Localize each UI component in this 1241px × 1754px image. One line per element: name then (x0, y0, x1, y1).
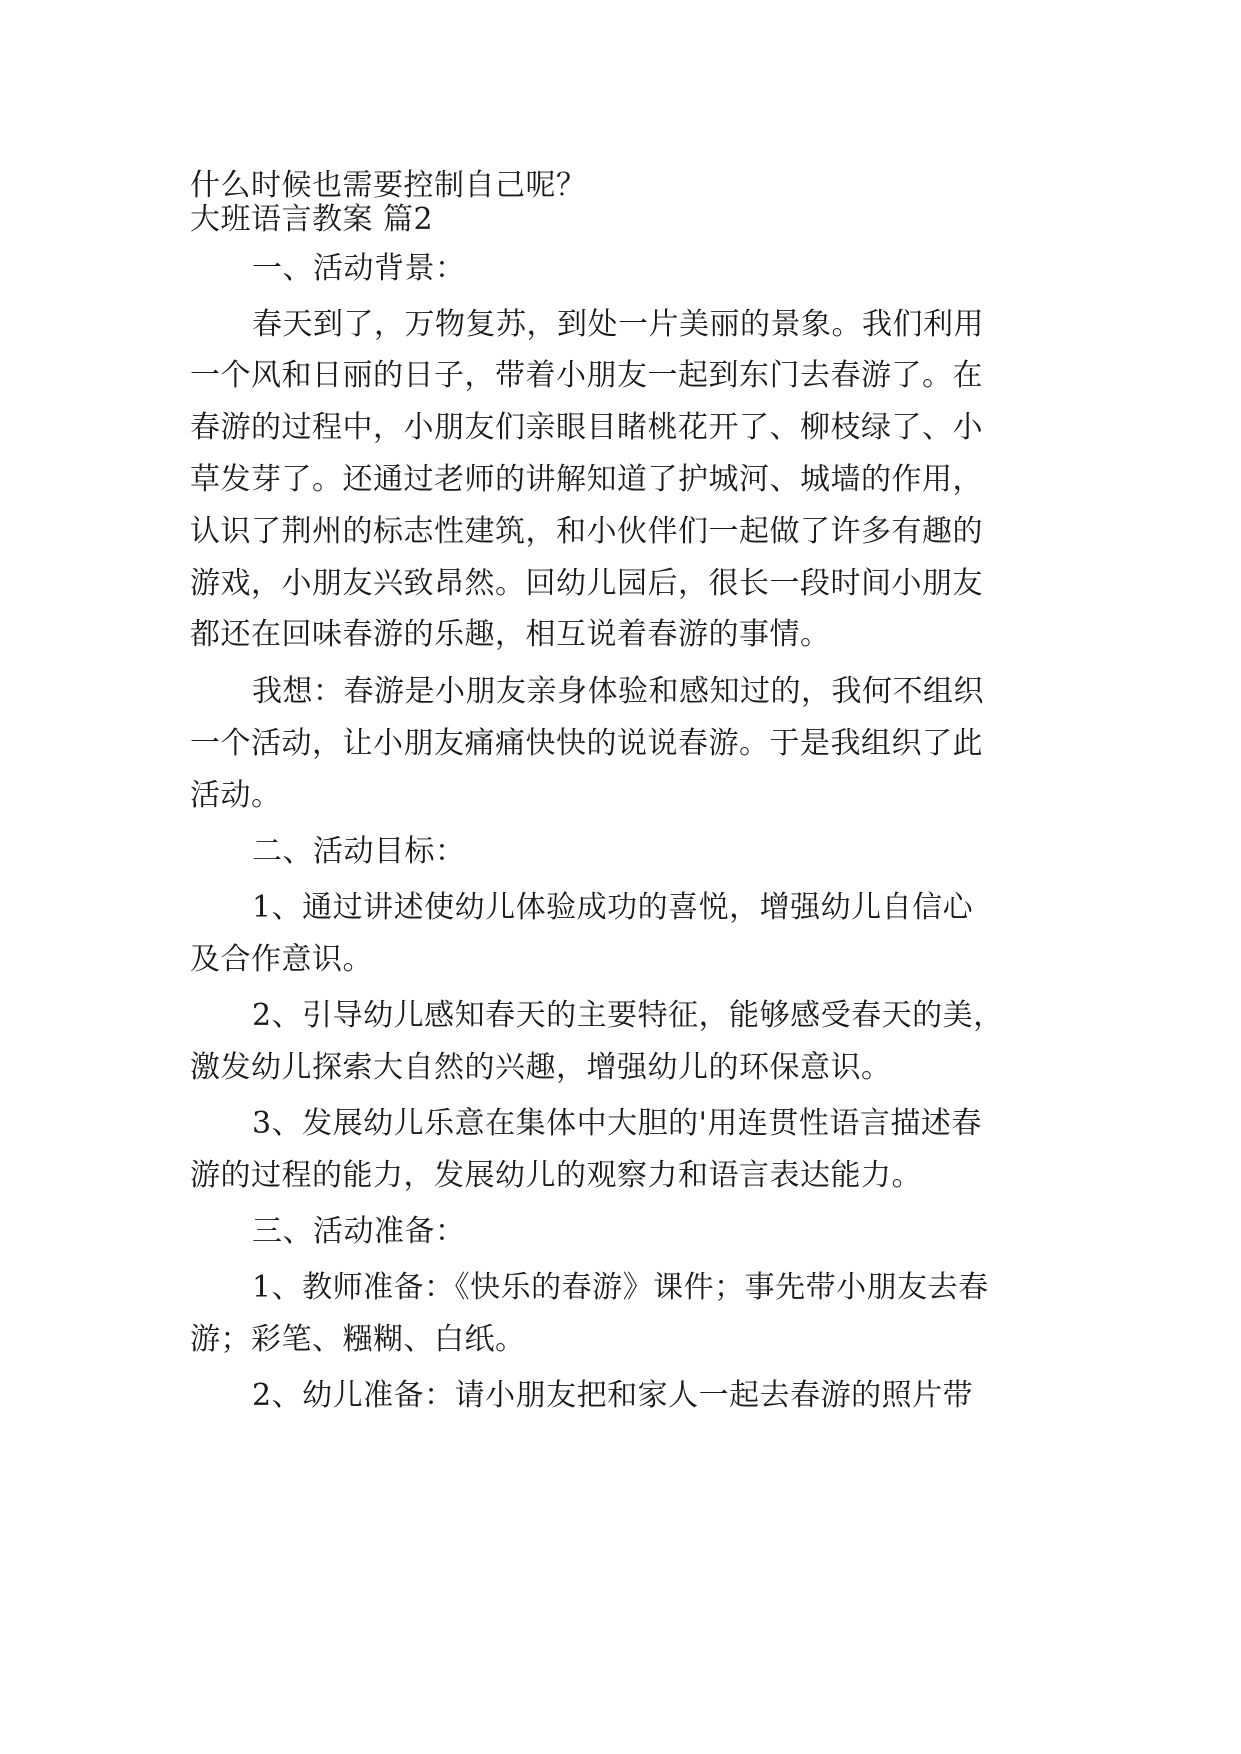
paragraph-line: 2、引导幼儿感知春天的主要特征，能够感受春天的美， (252, 998, 1004, 1033)
subheading: 三、活动准备： (252, 1214, 466, 1249)
paragraph-line: 1、教师准备：《快乐的春游》课件；事先带小朋友去春 (252, 1270, 989, 1305)
paragraph-line: 游的过程的能力，发展幼儿的观察力和语言表达能力。 (190, 1158, 922, 1193)
paragraph-line: 1、通过讲述使幼儿体验成功的喜悦，增强幼儿自信心 (252, 890, 974, 925)
paragraph-line: 2、幼儿准备：请小朋友把和家人一起去春游的照片带 (252, 1378, 974, 1413)
subheading: 一、活动背景： (252, 251, 466, 286)
section-heading: 大班语言教案 篇2 (190, 202, 434, 237)
paragraph-line: 一个活动，让小朋友痛痛快快的说说春游。于是我组织了此 (190, 726, 983, 761)
paragraph-line: 游；彩笔、糨糊、白纸。 (190, 1322, 526, 1357)
paragraph-line: 游戏，小朋友兴致昂然。回幼儿园后，很长一段时间小朋友 (190, 566, 983, 601)
paragraph-line: 活动。 (190, 778, 282, 813)
paragraph-line: 3、发展幼儿乐意在集体中大胆的'用连贯性语言描述春 (252, 1106, 982, 1141)
paragraph-line: 认识了荆州的标志性建筑，和小伙伴们一起做了许多有趣的 (190, 514, 983, 549)
paragraph-line: 及合作意识。 (190, 942, 373, 977)
paragraph-line: 都还在回味春游的乐趣，相互说着春游的事情。 (190, 617, 831, 652)
paragraph-line: 草发芽了。还通过老师的讲解知道了护城河、城墙的作用， (190, 462, 983, 497)
subheading: 二、活动目标： (252, 834, 466, 869)
text-line: 什么时候也需要控制自己呢？ (190, 168, 587, 203)
paragraph-line: 一个风和日丽的日子，带着小朋友一起到东门去春游了。在 (190, 358, 983, 393)
paragraph-line: 春游的过程中，小朋友们亲眼目睹桃花开了、柳枝绿了、小 (190, 410, 983, 445)
paragraph-line: 激发幼儿探索大自然的兴趣，增强幼儿的环保意识。 (190, 1050, 892, 1085)
paragraph-line: 春天到了，万物复苏，到处一片美丽的景象。我们利用 (252, 307, 984, 342)
paragraph-line: 我想：春游是小朋友亲身体验和感知过的，我何不组织 (252, 674, 984, 709)
